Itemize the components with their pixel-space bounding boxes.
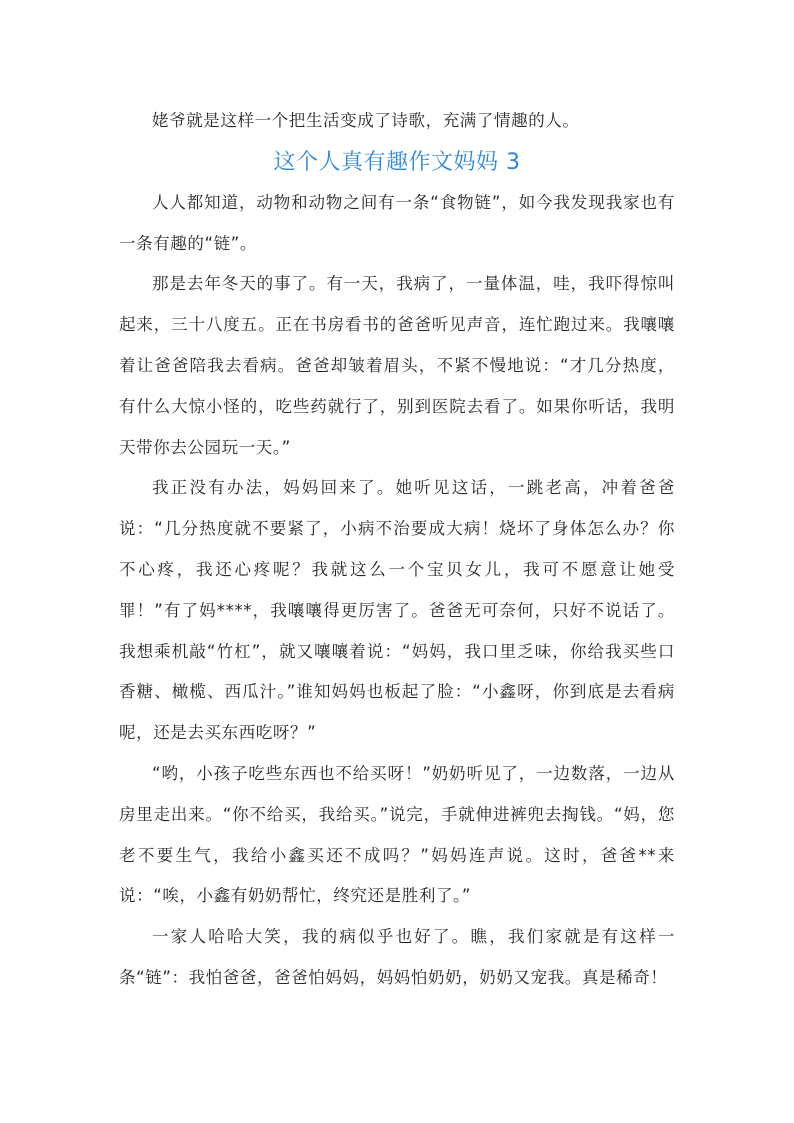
essay-heading: 这个人真有趣作文妈妈 3	[273, 149, 521, 175]
paragraph-4: “哟，小孩子吃些东西也不给买呀！”奶奶听见了，一边数落，一边从房里走出来。“你不给买，我给买。”说完，手就伸进裤兜去掏钱。“妈，您老不要生气，我给小鑫买还不成吗？”妈妈连声说。这时，爸爸**来说：“唉，小鑫有奶奶帮忙，终究还是胜利了。”	[119, 763, 675, 906]
intro-paragraph: 姥爷就是这样一个把生活变成了诗歌，充满了情趣的人。	[152, 111, 580, 130]
paragraph-1: 人人都知道，动物和动物之间有一条“食物链”，如今我发现我家也有一条有趣的“链”。	[119, 192, 675, 253]
document-body	[119, 101, 675, 999]
paragraph-5: 一家人哈哈大笑，我的病似乎也好了。瞧，我们家就是有这样一条“链”：我怕爸爸，爸爸怕妈妈，妈妈怕奶奶，奶奶又宠我。真是稀奇！	[119, 927, 675, 987]
paragraph-2: 那是去年冬天的事了。有一天，我病了，一量体温，哇，我吓得惊叫起来，三十八度五。正在书房看书的爸爸听见声音，连忙跑过来。我嚷嚷着让爸爸陪我去看病。爸爸却皱着眉头，不紧不慢地说：“才几分热度，有什么大惊小怪的，吃些药就行了，别到医院去看了。如果你听话，我明天带你去公园玩一天。”	[119, 274, 675, 457]
paragraph-3: 我正没有办法，妈妈回来了。她听见这话，一跳老高，冲着爸爸说：“几分热度就不要紧了，小病不治要成大病！烧坏了身体怎么办？你不心疼，我还心疼呢？我就这么一个宝贝女儿，我可不愿意让她受罪！”有了妈****，我嚷嚷得更厉害了。爸爸无可奈何，只好不说话了。我想乘机敲“竹杠”，就又嚷嚷着说：“妈妈，我口里乏味，你给我买些口香糖、橄榄、西瓜汁。”谁知妈妈也板起了脸：“小鑫呀，你到底是去看病呢，还是去买东西吃呀？”	[119, 478, 675, 743]
